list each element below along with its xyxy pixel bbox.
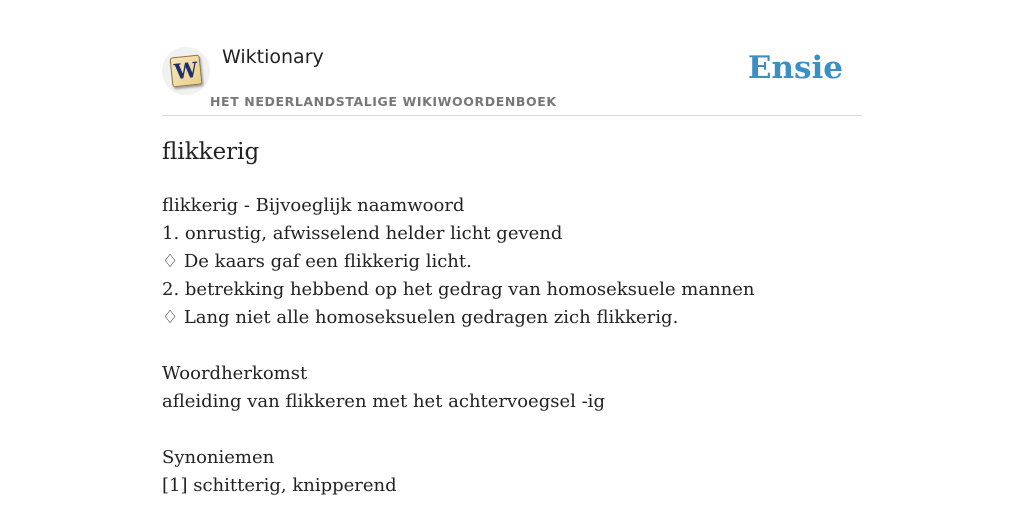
example-2: ♢ Lang niet alle homoseksuelen gedragen zich flikkerig. <box>162 307 679 328</box>
spacer-line <box>162 416 862 444</box>
wiktionary-logo-icon: W <box>170 55 203 88</box>
synonyms-text: [1] schitterig, knipperend <box>162 475 397 496</box>
entry-content <box>162 192 862 500</box>
site-subtitle: HET NEDERLANDSTALIGE WIKIWOORDENBOEK <box>210 94 557 109</box>
definition-1: 1. onrustig, afwisselend helder licht gevend <box>162 223 563 244</box>
example-1: ♢ De kaars gaf een flikkerig licht. <box>162 251 472 272</box>
page-title: flikkerig <box>162 139 260 165</box>
wiktionary-logo[interactable] <box>162 47 210 95</box>
section-heading-synonyms: Synoniemen <box>162 447 275 468</box>
definition-2: 2. betrekking hebbend op het gedrag van homoseksuele mannen <box>162 279 755 300</box>
ensie-brand-link[interactable]: Ensie <box>747 50 843 86</box>
site-name[interactable]: Wiktionary <box>222 46 324 68</box>
section-heading-etymology: Woordherkomst <box>162 363 308 384</box>
entry-heading-line: flikkerig - Bijvoeglijk naamwoord <box>162 195 465 216</box>
spacer-line <box>162 332 862 360</box>
etymology-text: afleiding van flikkeren met het achtervoegsel -ig <box>162 391 605 412</box>
site-header <box>162 44 862 116</box>
